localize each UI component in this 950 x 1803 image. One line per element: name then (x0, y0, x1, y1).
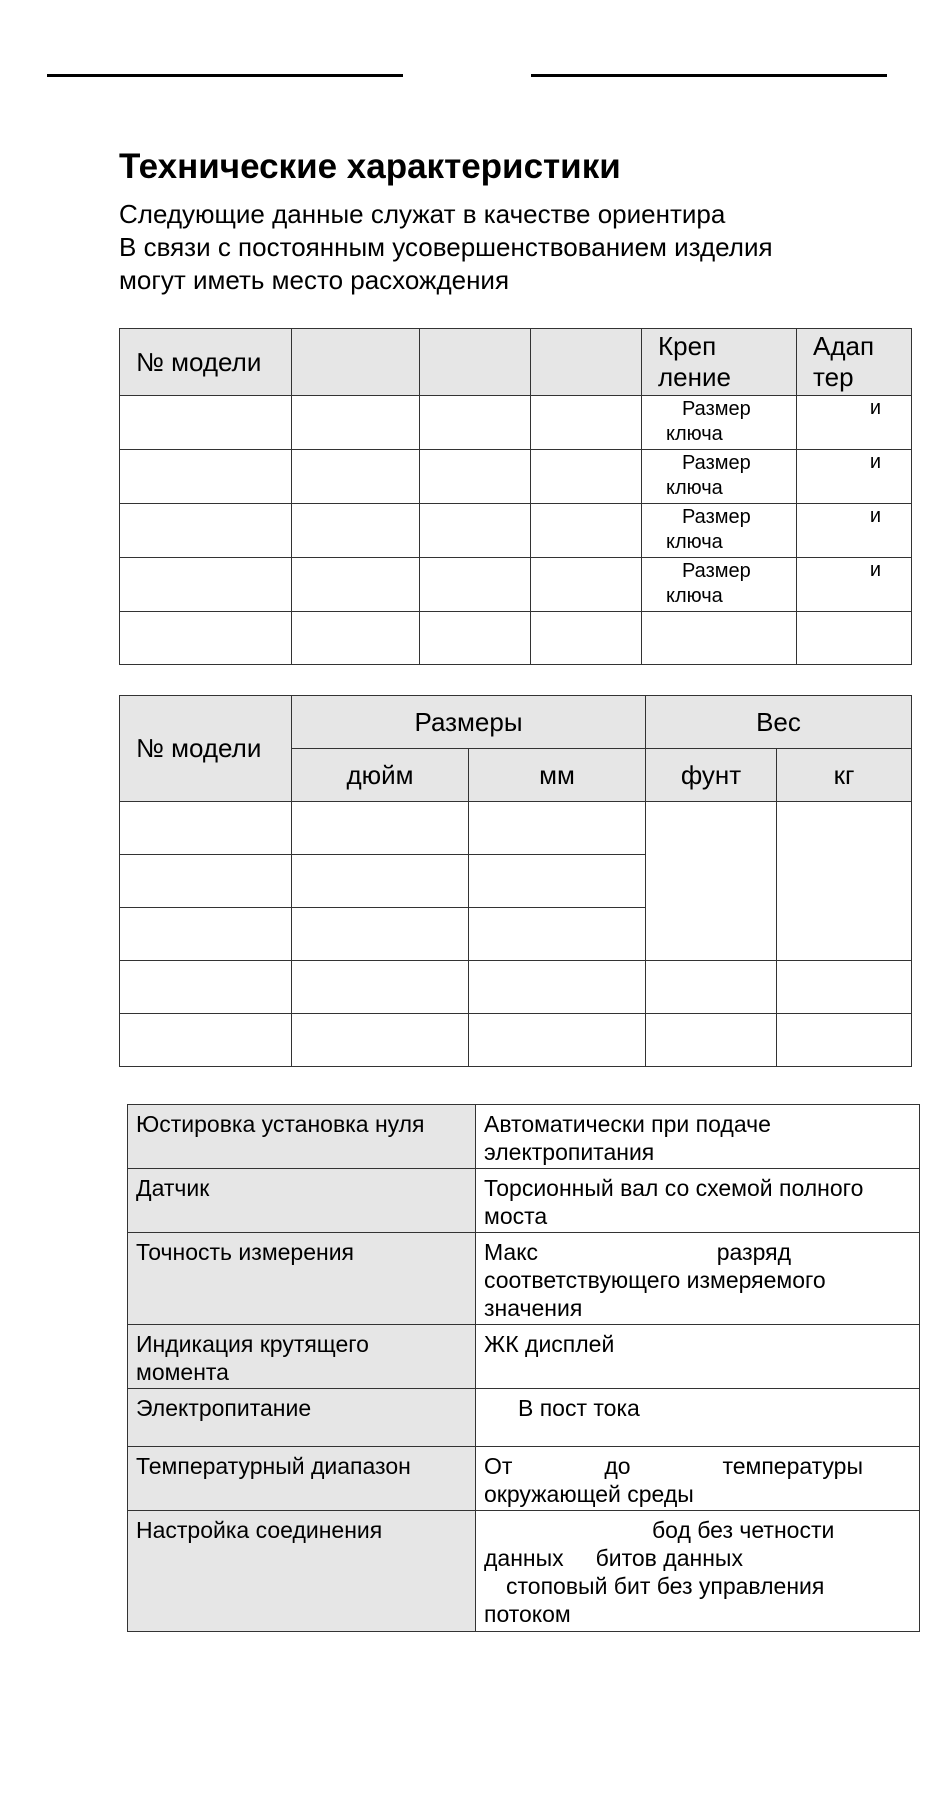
table-row (120, 450, 912, 504)
spec-label: Температурный диапазон (128, 1447, 476, 1511)
header-model-number: № модели (120, 696, 292, 802)
key-size-cell: Размер ключа (642, 450, 797, 504)
spec-value: От до температуры окружающей среды (476, 1447, 920, 1511)
spec-label: Юстировка установка нуля (128, 1105, 476, 1169)
table-row (120, 612, 912, 665)
table-row (128, 1105, 920, 1169)
table-row (128, 1233, 920, 1325)
header-blank-cell (531, 329, 642, 396)
spec-label: Точность измерения (128, 1233, 476, 1325)
table-row (120, 802, 912, 855)
adapter-cell: и (797, 504, 912, 558)
table-row (120, 961, 912, 1014)
top-rule-right (531, 74, 887, 77)
table-row (128, 1389, 920, 1447)
table-row (120, 504, 912, 558)
intro-line: могут иметь место расхождения (119, 265, 510, 295)
adapter-cell: и (797, 396, 912, 450)
spec-label: Настройка соединения (128, 1511, 476, 1632)
spec-value: Торсионный вал со схемой полного моста (476, 1169, 920, 1233)
model-mount-table (119, 328, 912, 665)
intro-line: Следующие данные служат в качестве ориентира (119, 199, 726, 229)
dimensions-weight-table (119, 695, 912, 1067)
intro-text (119, 198, 773, 297)
table-row (128, 1447, 920, 1511)
weight-merged-cell (777, 802, 912, 961)
table-header-row (120, 696, 912, 749)
header-model-number: № модели (120, 329, 292, 396)
header-pound: фунт (646, 749, 777, 802)
spec-label: Датчик (128, 1169, 476, 1233)
spec-value: Автоматически при подаче электропитания (476, 1105, 920, 1169)
header-mm: мм (469, 749, 646, 802)
table-header-row (120, 329, 912, 396)
spec-value: В пост тока (476, 1389, 920, 1447)
header-blank-cell (420, 329, 531, 396)
header-dimensions: Размеры (292, 696, 646, 749)
header-blank-cell (292, 329, 420, 396)
spec-value: Макс разряд соответствующего измеряемого значения (476, 1233, 920, 1325)
key-size-cell: Размер ключа (642, 558, 797, 612)
spec-label: Электропитание (128, 1389, 476, 1447)
header-kg: кг (777, 749, 912, 802)
page-title: Технические характеристики (119, 147, 621, 186)
spec-label: Индикация крутящего момента (128, 1325, 476, 1389)
table-row (120, 1014, 912, 1067)
specifications-table (127, 1104, 920, 1632)
intro-line: В связи с постоянным усовершенствованием изделия (119, 232, 773, 262)
table-row (128, 1511, 920, 1632)
weight-merged-cell (646, 802, 777, 961)
top-rule-left (47, 74, 403, 77)
table-row (120, 558, 912, 612)
spec-value: бод без четности данных битов данных стоповый бит без управления потоком (476, 1511, 920, 1632)
key-size-cell: Размер ключа (642, 396, 797, 450)
table-row (120, 396, 912, 450)
table-row (128, 1325, 920, 1389)
header-adapter: Адап тер (797, 329, 912, 396)
header-weight: Вес (646, 696, 912, 749)
table-row (128, 1169, 920, 1233)
header-inch: дюйм (292, 749, 469, 802)
header-mount: Креп ление (642, 329, 797, 396)
adapter-cell: и (797, 450, 912, 504)
key-size-cell: Размер ключа (642, 504, 797, 558)
adapter-cell: и (797, 558, 912, 612)
spec-value: ЖК дисплей (476, 1325, 920, 1389)
